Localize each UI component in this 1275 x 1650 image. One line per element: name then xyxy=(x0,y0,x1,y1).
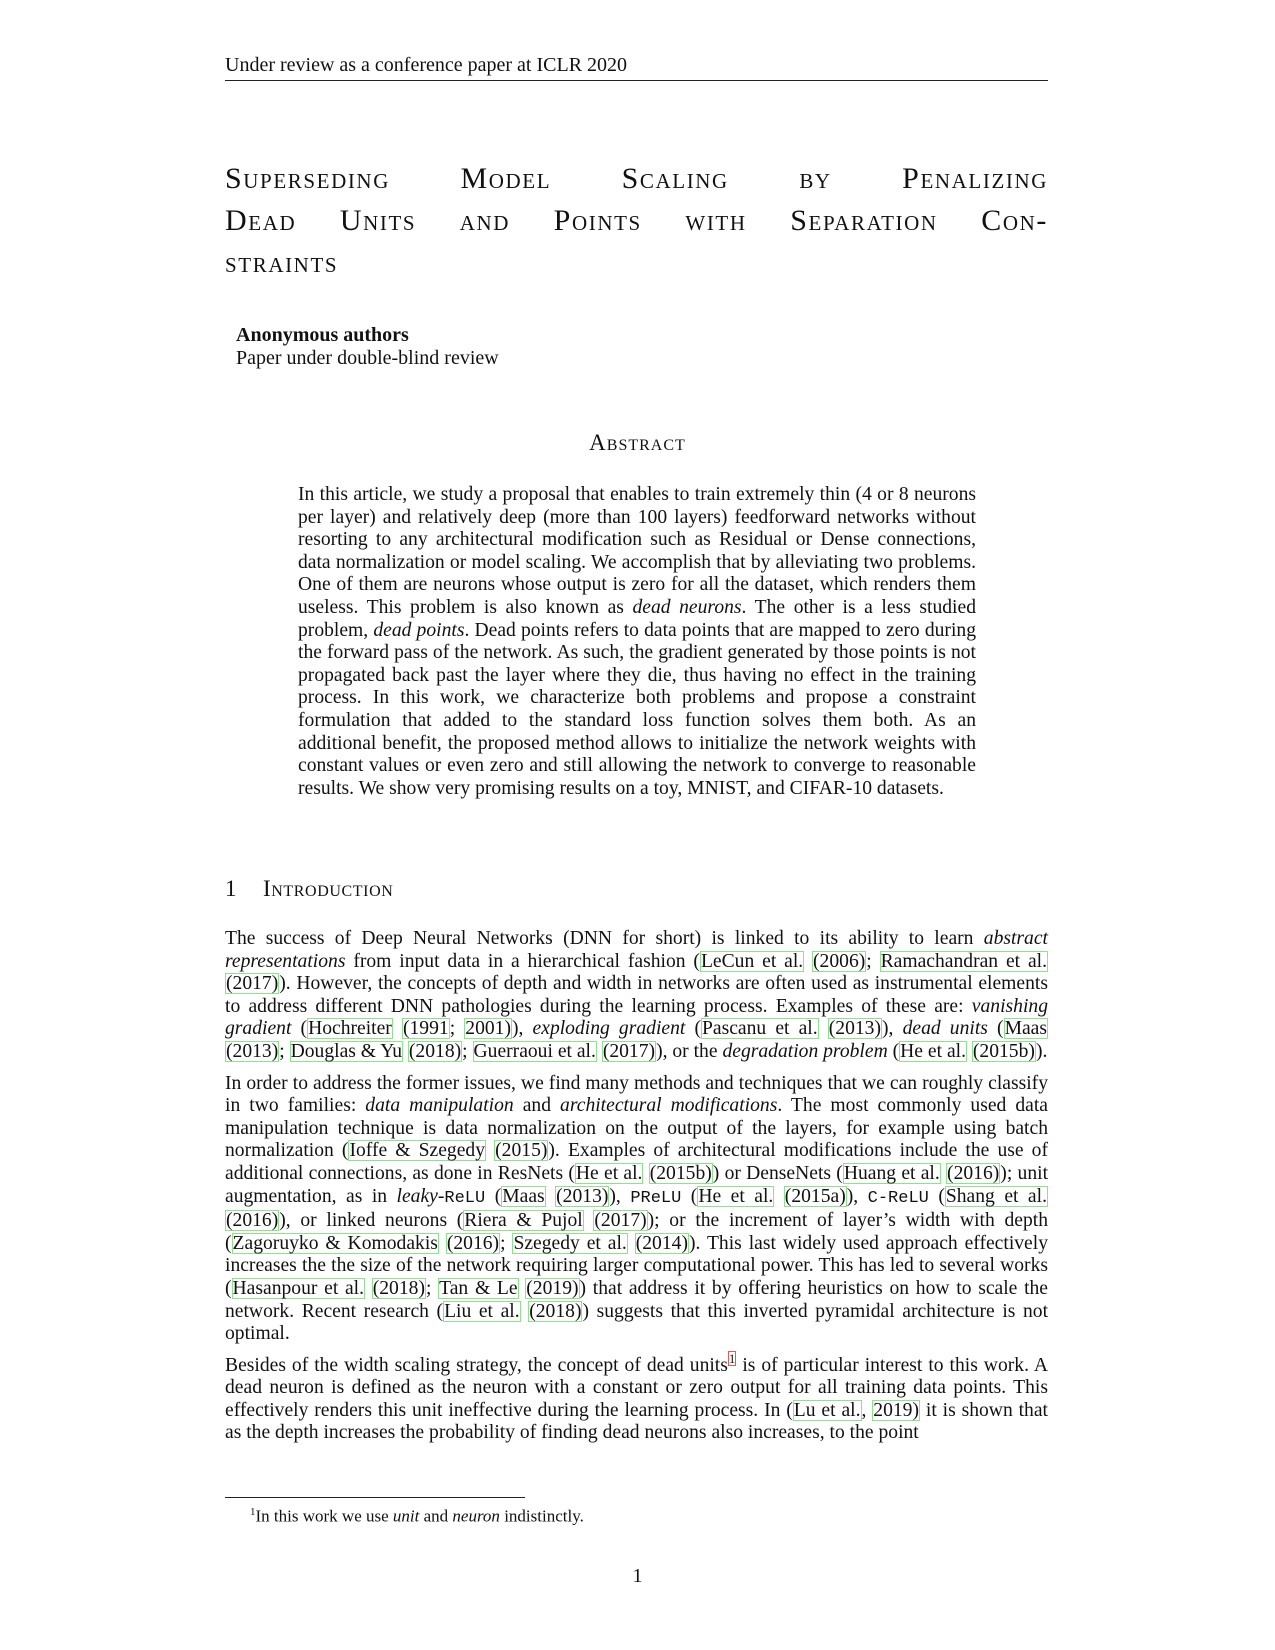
author-names: Anonymous authors xyxy=(236,324,409,346)
citation-link[interactable]: (1991 xyxy=(402,1018,449,1040)
text-run: ), or linked neurons ( xyxy=(279,1210,464,1232)
header-rule xyxy=(225,80,1048,81)
code-term: PReLU xyxy=(630,1188,682,1208)
citation-link[interactable]: (2015b) xyxy=(972,1040,1035,1062)
citation-link[interactable]: (2018) xyxy=(408,1040,462,1062)
footnote-emph-unit: unit xyxy=(392,1506,420,1526)
citation-link[interactable]: (2018) xyxy=(529,1300,582,1322)
text-run: In order to address the former issues, we find many methods and techniques that we can roughly classify in two families: xyxy=(225,1072,1048,1117)
text-run: , xyxy=(861,1399,873,1421)
citation-link[interactable]: (2015a) xyxy=(784,1185,846,1207)
text-run: ; xyxy=(866,950,880,972)
text-run: ( xyxy=(685,1018,701,1040)
text-run xyxy=(643,1163,648,1184)
footnote-mark: 1 xyxy=(250,1506,256,1518)
citation-link[interactable]: Huang et al. xyxy=(843,1162,940,1184)
citation-link[interactable]: (2018) xyxy=(372,1277,425,1299)
citation-link[interactable]: He et al. xyxy=(575,1162,643,1184)
paragraph-2 xyxy=(225,1073,1048,1346)
emphasis: architectural modifications xyxy=(560,1095,778,1117)
footnote xyxy=(250,1506,584,1527)
footnote-link[interactable]: 1 xyxy=(728,1351,736,1367)
citation-link[interactable]: He et al. xyxy=(698,1185,774,1207)
text-run: ), or the xyxy=(656,1040,723,1062)
citation-link[interactable]: He et al. xyxy=(900,1040,966,1062)
citation-link[interactable]: Zagoruyko & Komodakis xyxy=(232,1232,438,1254)
text-run: ), xyxy=(882,1018,903,1040)
text-run: ; xyxy=(449,1018,465,1040)
author-affiliation: Paper under double-blind review xyxy=(236,347,499,369)
text-run xyxy=(819,1018,828,1039)
paragraph-1 xyxy=(225,928,1048,1064)
citation-link[interactable]: Ramachandran et al. xyxy=(880,950,1047,972)
text-run: ( xyxy=(887,1040,900,1062)
citation-link[interactable]: (2017) xyxy=(594,1210,647,1232)
text-run: ; xyxy=(279,1040,290,1062)
citation-link[interactable]: 2019) xyxy=(873,1399,919,1421)
abstract-heading: Abstract xyxy=(589,430,686,455)
text-run: ). xyxy=(1035,1040,1048,1062)
abstract-part-3: . Dead points refers to data points that are mapped to zero during the forward pass of the network. As such, the gradient generated by those points is not propagated back past the layer where they die, thus having no effect in the training process. In this work, we characterize both problems and propose a constraint formulation that added to the standard loss function solves them both. As an additional benefit, the proposed method allows to initialize the network weights with constant values or even zero and still allowing the network to converge to reasonable results. We show very promising results on a toy, MNIST, and CIFAR-10 datasets. xyxy=(298,619,976,799)
citation-link[interactable]: (2015b) xyxy=(649,1162,712,1184)
footnote-text-1: In this work we use xyxy=(255,1506,393,1526)
citation-link[interactable]: (2014) xyxy=(635,1232,688,1254)
citation-link[interactable]: (2006) xyxy=(813,950,866,972)
emphasis: abstract representations xyxy=(225,928,1048,972)
code-term: ReLU xyxy=(444,1188,486,1208)
text-run: ) or DenseNets ( xyxy=(712,1162,843,1184)
title-line-2: Dead Units and Points with Separation Con- xyxy=(225,204,1048,237)
citation-link[interactable]: Hochreiter xyxy=(308,1018,392,1040)
text-run xyxy=(584,1210,594,1231)
emphasis: vanishing gradient xyxy=(225,995,1048,1040)
page-number: 1 xyxy=(632,1565,643,1587)
citation-link[interactable]: (2016) xyxy=(446,1232,500,1254)
citation-link[interactable]: Guerraoui et al. xyxy=(473,1040,596,1062)
citation-link[interactable]: Szegedy et al. xyxy=(513,1232,627,1254)
citation-link[interactable]: Shang et al. xyxy=(945,1185,1047,1207)
text-run: ( xyxy=(485,1185,502,1207)
abstract-part-1: In this article, we study a proposal that enables to train extremely thin (4 or 8 neurons per layer) and relatively deep (more than 100 layers) feedforward networks without resorting to any architectural modification such as Residual or Dense connections, data normalization or model scaling. We accomplish that by alleviating two problems. One of them are neurons whose output is zero for all the dataset, which renders them useless. This problem is also known as xyxy=(298,484,976,618)
emphasis: data manipulation xyxy=(365,1095,514,1117)
text-run xyxy=(365,1278,372,1299)
citation-link[interactable]: (2013) xyxy=(556,1185,609,1207)
paper-title xyxy=(225,158,1048,284)
citation-link[interactable]: Lu et al. xyxy=(793,1399,861,1421)
section-number: 1 xyxy=(225,876,238,901)
text-run: is of particular interest to this work. A dead neuron is defined as the neuron with a constant or zero output for all training data points. This effectively renders this unit ineffective during the learning process. In ( xyxy=(225,1354,1048,1421)
citation-link[interactable]: Maas xyxy=(1004,1018,1048,1040)
title-line-1: Superseding Model Scaling by Penalizing xyxy=(225,162,1048,195)
running-header: Under review as a conference paper at ICLR 2020 xyxy=(225,54,628,76)
text-run xyxy=(804,951,812,972)
emphasis: degradation problem xyxy=(722,1040,888,1062)
text-run: ). However, the concepts of depth and width in networks are often used as instrumental elements to address different DNN pathologies during the learning process. Examples of these are: xyxy=(225,973,1048,1017)
text-run xyxy=(439,1233,446,1254)
citation-link[interactable]: (2015) xyxy=(495,1140,548,1162)
title-line-3: straints xyxy=(225,246,339,279)
text-run: ( xyxy=(291,1018,308,1040)
abstract-emph-dead-neurons: dead neurons xyxy=(632,596,742,618)
text-run: - xyxy=(437,1185,445,1207)
footnote-text-2: and xyxy=(419,1506,453,1526)
citation-link[interactable]: (2013) xyxy=(828,1018,882,1040)
introduction-body xyxy=(225,928,1048,1454)
text-run: ), xyxy=(846,1185,868,1207)
paragraph-3 xyxy=(225,1351,1048,1445)
text-run xyxy=(774,1186,783,1207)
abstract-part-2: . The other is a less studied problem, xyxy=(298,596,976,641)
emphasis: exploding gradient xyxy=(532,1018,686,1040)
text-run: ; xyxy=(425,1277,439,1299)
text-run: ); unit augmentation, as in xyxy=(225,1162,1049,1207)
citation-link[interactable]: (2017) xyxy=(226,973,279,995)
text-run xyxy=(486,1140,494,1161)
abstract-emph-dead-points: dead points xyxy=(373,619,465,641)
text-run: . The most commonly used data manipulation technique is data normalization on the output of the layers, for example using batch normalization ( xyxy=(225,1095,1048,1162)
text-run: Besides of the width scaling strategy, the concept of dead units xyxy=(225,1354,728,1376)
text-run: ) suggests that this inverted pyramidal architecture is not optimal. xyxy=(225,1300,1049,1345)
citation-link[interactable]: (2016) xyxy=(226,1210,279,1232)
text-run: and xyxy=(513,1095,561,1117)
text-run: from input data in a hierarchical fashion ( xyxy=(345,950,700,972)
section-heading xyxy=(225,876,393,902)
text-run: ), xyxy=(511,1018,533,1040)
text-run: ; xyxy=(462,1040,473,1062)
text-run xyxy=(546,1186,555,1207)
text-run: ( xyxy=(928,1185,945,1207)
citation-link[interactable]: (2016) xyxy=(947,1162,1000,1184)
text-run: ), xyxy=(609,1185,631,1207)
footnote-text-3: indistinctly. xyxy=(499,1506,584,1526)
text-run: ). Examples of architectural modifications include the use of additional connections, as done in ResNets ( xyxy=(225,1140,1048,1184)
emphasis: leaky xyxy=(396,1185,438,1207)
text-run: ) that address it by offering heuristics on how to scale the network. Recent research ( xyxy=(225,1277,1049,1322)
footnote-rule xyxy=(225,1497,525,1498)
text-run xyxy=(393,1018,402,1039)
text-run: it is shown that as the depth increases the probability of finding dead neurons also increases, to the point xyxy=(225,1399,1048,1444)
citation-link[interactable]: 2001) xyxy=(465,1018,511,1040)
text-run xyxy=(628,1233,635,1254)
citation-link[interactable]: Ioffe & Szegedy xyxy=(349,1140,486,1162)
footnote-emph-neuron: neuron xyxy=(452,1506,500,1526)
text-run: ); or the increment of layer’s width with depth ( xyxy=(225,1210,1048,1254)
text-run: ). This last widely used approach effectively increases the the size of the network requiring larger computational power. This has led to several works ( xyxy=(225,1232,1048,1299)
citation-link[interactable]: Hasanpour et al. xyxy=(232,1277,365,1299)
citation-link[interactable]: (2019) xyxy=(526,1277,579,1299)
text-run: ( xyxy=(987,1018,1004,1040)
citation-link[interactable]: Tan & Le xyxy=(439,1277,518,1299)
citation-link[interactable]: (2013) xyxy=(226,1040,279,1062)
citation-link[interactable]: Riera & Pujol xyxy=(464,1210,583,1232)
citation-link[interactable]: Liu et al. xyxy=(444,1300,520,1322)
citation-link[interactable]: Pascanu et al. xyxy=(702,1018,818,1040)
citation-link[interactable]: LeCun et al. xyxy=(700,950,804,972)
author-block xyxy=(236,324,499,370)
emphasis: dead units xyxy=(902,1018,988,1040)
text-run: ; xyxy=(500,1232,513,1254)
text-run: ( xyxy=(681,1185,698,1207)
citation-link[interactable]: (2017) xyxy=(602,1040,656,1062)
section-title: Introduction xyxy=(263,876,394,901)
citation-link[interactable]: Douglas & Yu xyxy=(290,1040,402,1062)
text-run: The success of Deep Neural Networks (DNN for short) is linked to its ability to learn xyxy=(225,928,984,949)
code-term: C-ReLU xyxy=(867,1188,929,1208)
abstract-text xyxy=(298,484,976,800)
citation-link[interactable]: Maas xyxy=(502,1185,545,1207)
